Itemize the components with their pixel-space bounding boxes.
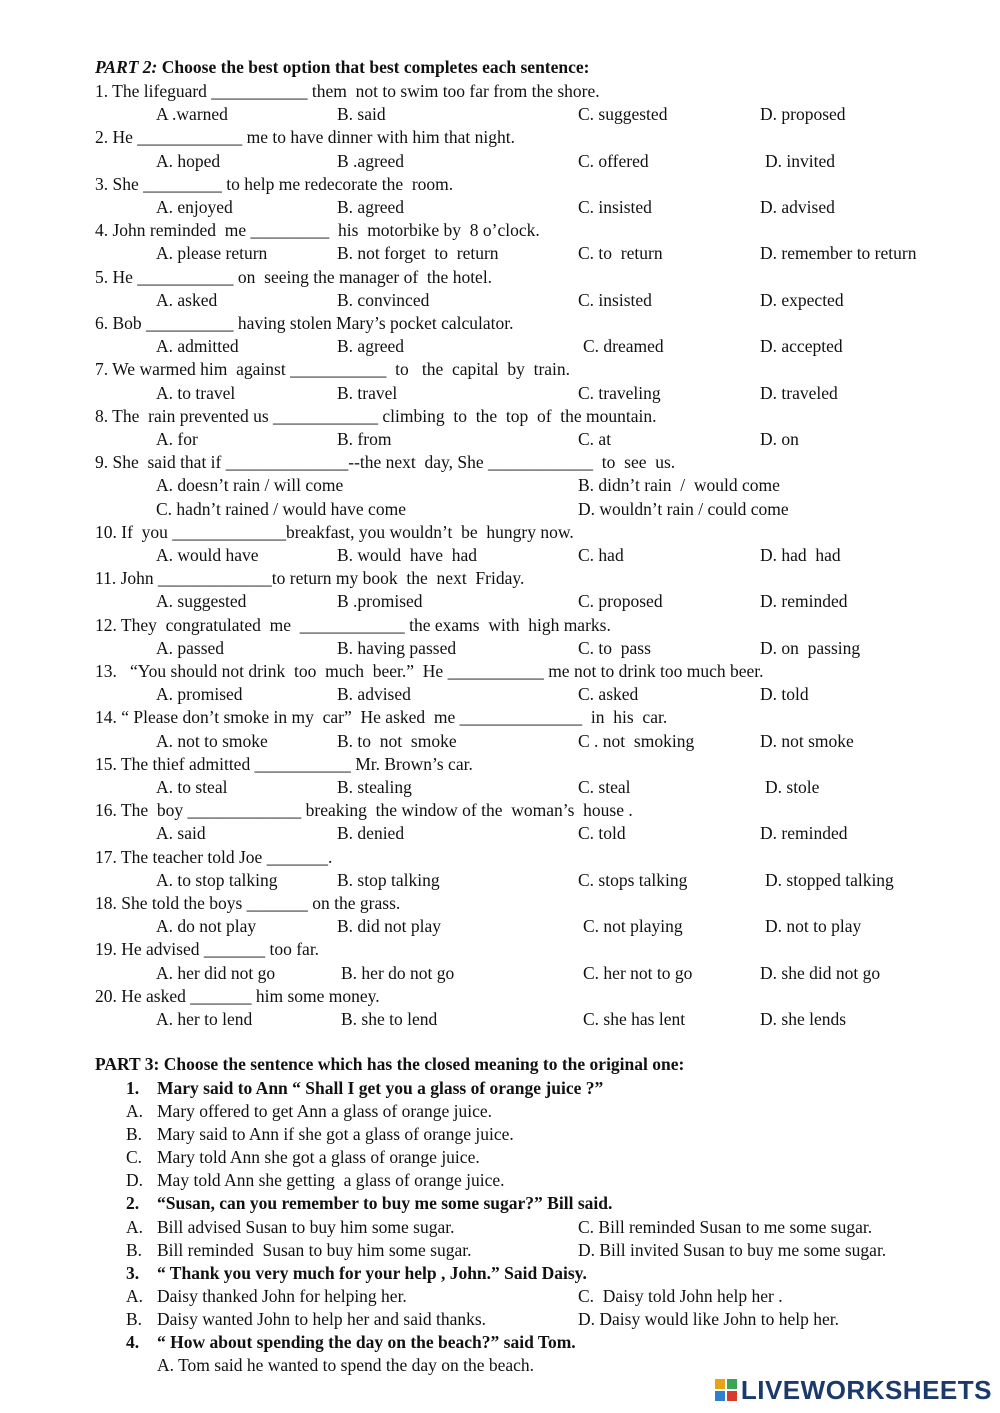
question-17-option-d[interactable]: D. stopped talking (765, 869, 894, 890)
question-16: 16. The boy _____________ breaking the window of the woman’s house . (95, 800, 633, 821)
question-18-option-c[interactable]: C. not playing (583, 916, 683, 937)
question-3-option-b[interactable]: B. agreed (337, 197, 405, 217)
question-11-option-b[interactable]: B .promised (337, 591, 423, 612)
part3-q3-option-b-letter: B. (126, 1309, 143, 1329)
part3-q4-option-a: A. Tom said he wanted to spend the day on the beach. (157, 1355, 535, 1375)
question-8-option-d[interactable]: D. on (760, 429, 799, 449)
question-15-option-d[interactable]: D. stole (765, 777, 820, 797)
question-14-option-c[interactable]: C . not smoking (578, 730, 695, 751)
question-8-option-b[interactable]: B. from (337, 429, 392, 449)
question-7-option-c[interactable]: C. traveling (578, 382, 661, 403)
question-6-option-c[interactable]: C. dreamed (583, 336, 664, 357)
question-5: 5. He ___________ on seeing the manager of the hotel. (95, 266, 493, 287)
part3-q3-option-a: Daisy thanked John for helping her. (157, 1286, 407, 1306)
question-3: 3. She _________ to help me redecorate the room. (95, 173, 454, 194)
part2-title (95, 56, 590, 79)
question-14: 14. “ Please don’t smoke in my car” He asked me ______________ in his car. (95, 707, 668, 728)
question-20-option-c[interactable]: C. she has lent (583, 1009, 686, 1029)
question-4-option-c[interactable]: C. to return (578, 243, 663, 264)
question-17-option-a[interactable]: A. to stop talking (156, 869, 278, 890)
question-9: 9. She said that if ______________--the next day, She ____________ to see us. (95, 452, 676, 473)
question-13-option-a[interactable]: A. promised (156, 684, 243, 705)
question-17-option-c[interactable]: C. stops talking (578, 869, 688, 890)
question-10-option-b[interactable]: B. would have had (337, 545, 477, 565)
question-12-option-b[interactable]: B. having passed (337, 637, 457, 658)
question-13-option-d[interactable]: D. told (760, 684, 809, 705)
part3-q2-text: “Susan, can you remember to buy me some sugar?” Bill said. (157, 1193, 613, 1213)
question-18-option-a[interactable]: A. do not play (156, 916, 257, 937)
question-12-option-c[interactable]: C. to pass (578, 637, 651, 658)
question-10-option-d[interactable]: D. had had (760, 545, 841, 565)
question-11: 11. John _____________to return my book the next Friday. (95, 568, 525, 589)
question-8-option-c[interactable]: C. at (578, 429, 612, 449)
question-13-option-c[interactable]: C. asked (578, 684, 639, 705)
question-7-option-b[interactable]: B. travel (337, 382, 398, 403)
question-20-option-a[interactable]: A. her to lend (156, 1009, 253, 1029)
question-4-option-d[interactable]: D. remember to return (760, 243, 917, 264)
question-4-option-a[interactable]: A. please return (156, 243, 268, 264)
question-12: 12. They congratulated me ____________ the exams with high marks. (95, 614, 611, 635)
question-17: 17. The teacher told Joe _______. (95, 846, 333, 867)
part3-title: PART 3: Choose the sentence which has the closed meaning to the original one: (95, 1054, 685, 1074)
question-4: 4. John reminded me _________ his motorbike by 8 o’clock. (95, 220, 540, 241)
question-16-option-b[interactable]: B. denied (337, 823, 405, 844)
question-6: 6. Bob __________ having stolen Mary’s pocket calculator. (95, 313, 514, 333)
question-2: 2. He ____________ me to have dinner with him that night. (95, 127, 515, 148)
question-2-option-d[interactable]: D. invited (765, 150, 835, 171)
question-5-option-a[interactable]: A. asked (156, 289, 218, 310)
question-11-option-a[interactable]: A. suggested (156, 591, 247, 612)
part3-q1-option-d: May told Ann she getting a glass of orange juice. (157, 1170, 505, 1190)
question-15-option-a[interactable]: A. to steal (156, 777, 228, 797)
question-7: 7. We warmed him against ___________ to the capital by train. (95, 359, 571, 380)
question-10-option-c[interactable]: C. had (578, 545, 624, 565)
part3-q1-option-a: Mary offered to get Ann a glass of orange juice. (157, 1101, 492, 1121)
question-8-option-a[interactable]: A. for (156, 429, 198, 449)
part3-q2-number: 2. (126, 1193, 140, 1213)
question-19-option-a[interactable]: A. her did not go (156, 962, 276, 983)
part3-q2-option-c: C. Bill reminded Susan to me some sugar. (578, 1217, 873, 1237)
part3-q1-number: 1. (126, 1078, 140, 1098)
question-5-option-d[interactable]: D. expected (760, 289, 844, 310)
part3-q1-option-d-letter: D. (126, 1170, 144, 1190)
question-9-option-a[interactable]: A. doesn’t rain / will come (156, 475, 344, 496)
question-18-option-d[interactable]: D. not to play (765, 916, 862, 937)
question-18: 18. She told the boys _______ on the grass. (95, 893, 401, 913)
question-8: 8. The rain prevented us ____________ climbing to the top of the mountain. (95, 405, 657, 426)
question-15-option-b[interactable]: B. stealing (337, 777, 412, 797)
part3-q3-number: 3. (126, 1263, 140, 1283)
question-19-option-c[interactable]: C. her not to go (583, 962, 693, 983)
question-20: 20. He asked _______ him some money. (95, 985, 380, 1006)
question-2-option-b[interactable]: B .agreed (337, 150, 405, 171)
part3-q3-option-a-letter: A. (126, 1286, 144, 1306)
question-9-option-c[interactable]: C. hadn’t rained / would have come (156, 498, 406, 519)
liveworksheets-logo-icon (715, 1379, 737, 1401)
part3-q2-option-b: Bill reminded Susan to buy him some sugar. (157, 1240, 472, 1260)
part3-q3-option-b: Daisy wanted John to help her and said thanks. (157, 1309, 487, 1329)
question-7-option-d[interactable]: D. traveled (760, 382, 838, 403)
part3-q2-option-d: D. Bill invited Susan to buy me some sugar. (578, 1240, 887, 1260)
part3-q1-option-b: Mary said to Ann if she got a glass of orange juice. (157, 1124, 514, 1144)
part3-q4-text: “ How about spending the day on the beach?” said Tom. (157, 1332, 576, 1352)
question-2-option-a[interactable]: A. hoped (156, 150, 221, 171)
question-9-option-b[interactable]: B. didn’t rain / would come (578, 475, 780, 496)
question-6-option-d[interactable]: D. accepted (760, 336, 843, 357)
question-1-option-c[interactable]: C. suggested (578, 104, 668, 125)
question-14-option-b[interactable]: B. to not smoke (337, 730, 457, 751)
question-13-option-b[interactable]: B. advised (337, 684, 411, 705)
part3-q2-option-a: Bill advised Susan to buy him some sugar. (157, 1217, 455, 1237)
part3-q2-option-a-letter: A. (126, 1217, 144, 1237)
question-1-option-b[interactable]: B. said (337, 104, 386, 125)
question-5-option-b[interactable]: B. convinced (337, 289, 430, 310)
question-17-option-b[interactable]: B. stop talking (337, 869, 440, 890)
question-10: 10. If you _____________breakfast, you wouldn’t be hungry now. (95, 521, 574, 542)
question-1-option-d[interactable]: D. proposed (760, 104, 846, 125)
question-12-option-d[interactable]: D. on passing (760, 637, 861, 658)
question-15-option-c[interactable]: C. steal (578, 777, 631, 797)
question-16-option-d[interactable]: D. reminded (760, 823, 848, 844)
liveworksheets-logo-text: LIVEWORKSHEETS (740, 1374, 992, 1405)
question-7-option-a[interactable]: A. to travel (156, 382, 236, 403)
part3-q1-option-b-letter: B. (126, 1124, 143, 1144)
question-6-option-b[interactable]: B. agreed (337, 336, 405, 357)
question-18-option-b[interactable]: B. did not play (337, 916, 442, 937)
question-4-option-b[interactable]: B. not forget to return (337, 243, 499, 264)
part2-title-italic: PART 2: (95, 57, 158, 77)
question-13: 13. “You should not drink too much beer.” He ___________ me not to drink too much beer. (95, 661, 764, 681)
question-11-option-d[interactable]: D. reminded (760, 591, 848, 612)
question-12-option-a[interactable]: A. passed (156, 637, 225, 658)
question-14-option-a[interactable]: A. not to smoke (156, 730, 268, 751)
part3-q1-option-c: Mary told Ann she got a glass of orange juice. (157, 1147, 480, 1167)
question-16-option-c[interactable]: C. told (578, 823, 626, 844)
part2-title-text: Choose the best option that best completes each sentence: (157, 57, 590, 77)
question-1-option-a[interactable]: A .warned (156, 104, 228, 125)
question-1: 1. The lifeguard ___________ them not to swim too far from the shore. (95, 81, 600, 101)
question-2-option-c[interactable]: C. offered (578, 150, 649, 171)
question-19: 19. He advised _______ too far. (95, 939, 320, 960)
question-14-option-d[interactable]: D. not smoke (760, 730, 854, 751)
question-3-option-c[interactable]: C. insisted (578, 197, 652, 217)
liveworksheets-logo[interactable] (715, 1373, 992, 1407)
part3-q2-option-b-letter: B. (126, 1240, 143, 1260)
question-19-option-d[interactable]: D. she did not go (760, 962, 881, 983)
part3-q3-option-c: C. Daisy told John help her . (578, 1286, 783, 1306)
question-11-option-c[interactable]: C. proposed (578, 591, 663, 612)
question-3-option-d[interactable]: D. advised (760, 197, 835, 217)
question-9-option-d[interactable]: D. wouldn’t rain / could come (578, 498, 789, 519)
part3-q4-number: 4. (126, 1332, 140, 1352)
question-6-option-a[interactable]: A. admitted (156, 336, 239, 357)
question-5-option-c[interactable]: C. insisted (578, 289, 652, 310)
question-19-option-b[interactable]: B. her do not go (341, 962, 455, 983)
question-20-option-b[interactable]: B. she to lend (341, 1009, 438, 1029)
part3-q1-text: Mary said to Ann “ Shall I get you a glass of orange juice ?” (157, 1078, 604, 1098)
part3-q1-option-a-letter: A. (126, 1101, 144, 1121)
question-20-option-d[interactable]: D. she lends (760, 1009, 847, 1029)
question-3-option-a[interactable]: A. enjoyed (156, 197, 233, 217)
part3-q3-option-d: D. Daisy would like John to help her. (578, 1309, 840, 1329)
question-10-option-a[interactable]: A. would have (156, 545, 259, 565)
part3-q1-option-c-letter: C. (126, 1147, 143, 1167)
question-15: 15. The thief admitted ___________ Mr. Brown’s car. (95, 753, 473, 774)
part3-q3-text: “ Thank you very much for your help , John.” Said Daisy. (157, 1263, 587, 1283)
question-16-option-a[interactable]: A. said (156, 823, 206, 844)
